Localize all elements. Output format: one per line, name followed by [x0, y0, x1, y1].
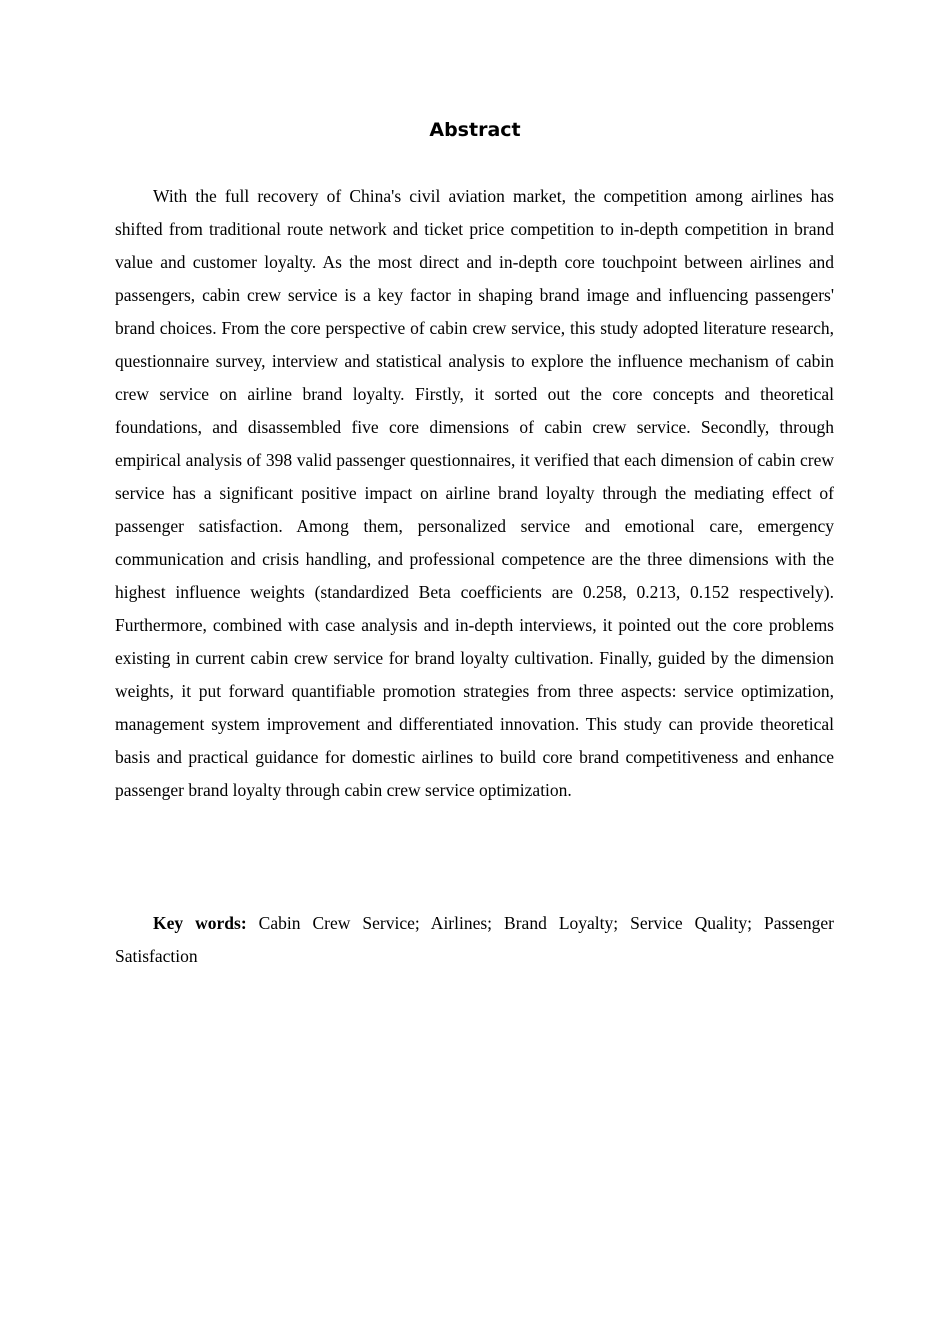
keywords-paragraph	[115, 907, 834, 973]
keywords-list: Cabin Crew Service; Airlines; Brand Loyalty; Service Quality; Passenger Satisfaction	[115, 913, 834, 966]
keywords-label: Key words:	[153, 913, 247, 933]
page-title: Abstract	[429, 119, 521, 141]
abstract-paragraph: With the full recovery of China's civil aviation market, the competition among airlines has shifted from traditional route network and ticket price competition to in-depth competition in brand value and customer loyalty. As the most direct and in-depth core touchpoint between airlines and passengers, cabin crew service is a key factor in shaping brand image and influencing passengers' brand choices. From the core perspective of cabin crew service, this study adopted literature research, questionnaire survey, interview and statistical analysis to explore the influence mechanism of cabin crew service on airline brand loyalty. Firstly, it sorted out the core concepts and theoretical foundations, and disassembled five core dimensions of cabin crew service. Secondly, through empirical analysis of 398 valid passenger questionnaires, it verified that each dimension of cabin crew service has a significant positive impact on airline brand loyalty through the mediating effect of passenger satisfaction. Among them, personalized service and emotional care, emergency communication and crisis handling, and professional competence are the three dimensions with the highest influence weights (standardized Beta coefficients are 0.258, 0.213, 0.152 respectively). Furthermore, combined with case analysis and in-depth interviews, it pointed out the core problems existing in current cabin crew service for brand loyalty cultivation. Finally, guided by the dimension weights, it put forward quantifiable promotion strategies from three aspects: service optimization, management system improvement and differentiated innovation. This study can provide theoretical basis and practical guidance for domestic airlines to build core brand competitiveness and enhance passenger brand loyalty through cabin crew service optimization.	[115, 186, 834, 800]
